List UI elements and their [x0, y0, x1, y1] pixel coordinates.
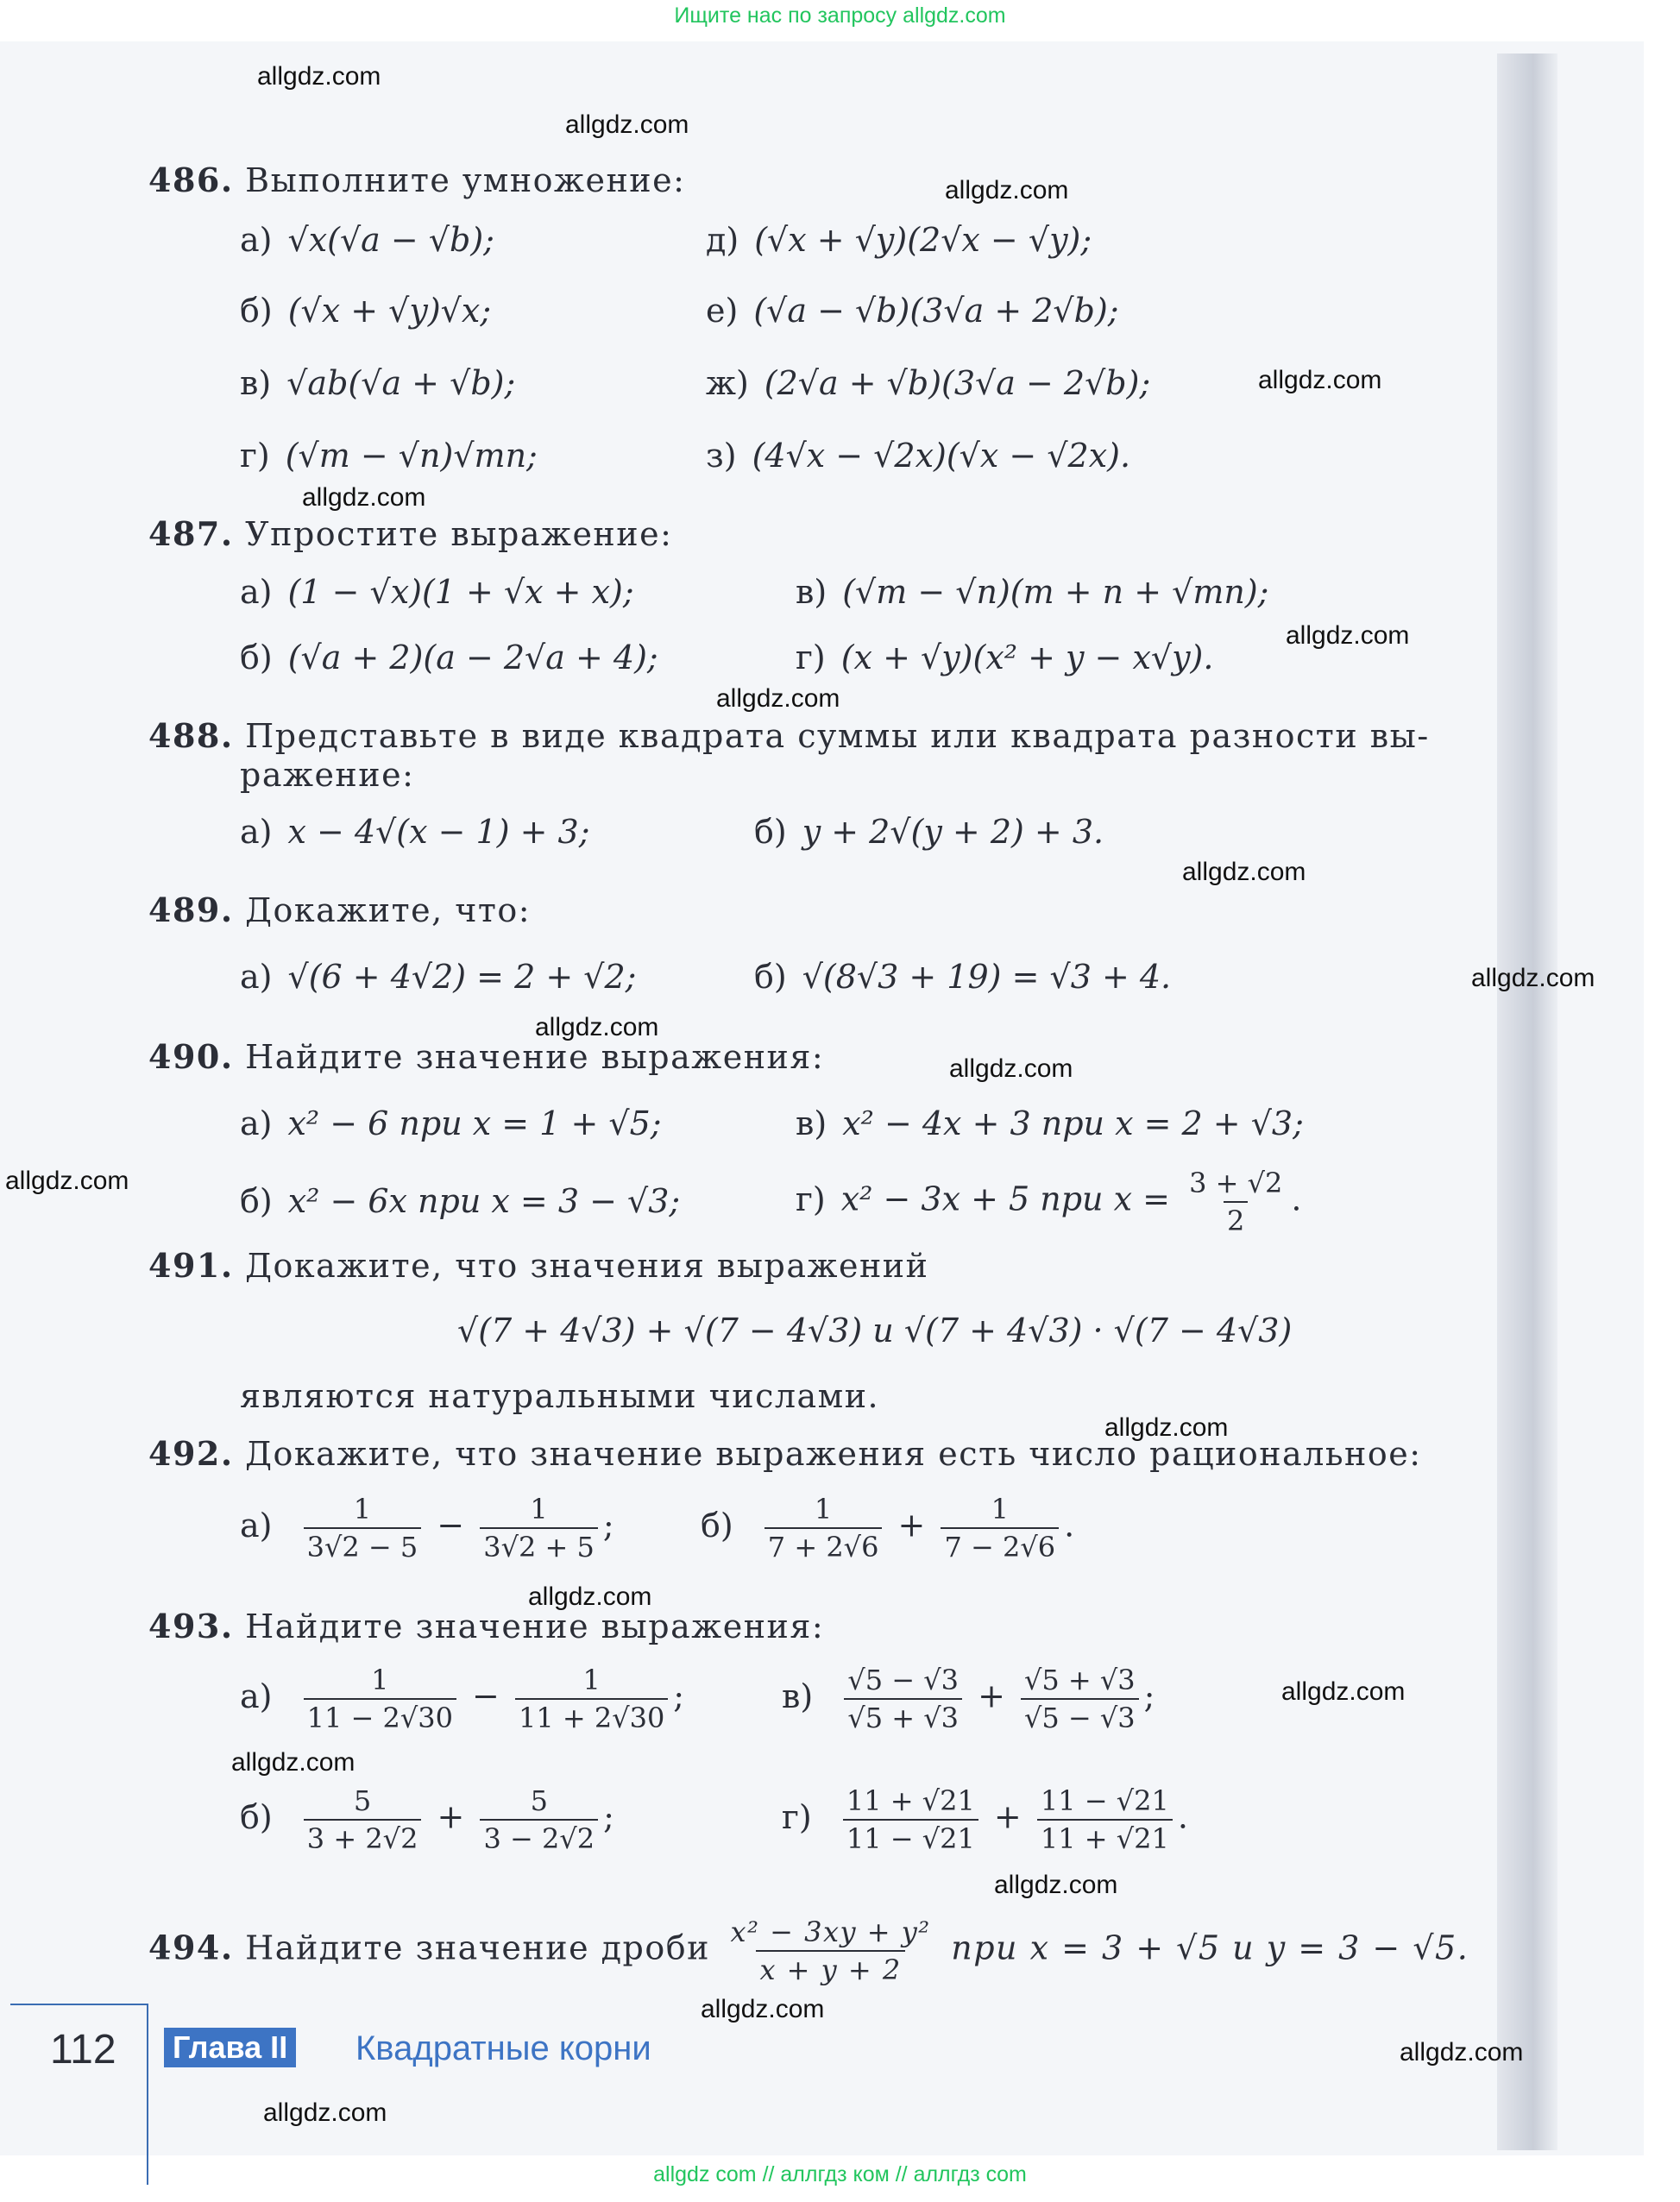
fraction-numerator: 11 + √21	[846, 1784, 975, 1817]
fraction-numerator: 1	[582, 1664, 601, 1696]
fraction-numerator: 1	[353, 1493, 372, 1526]
watermark: allgdz.com	[1258, 366, 1382, 394]
problem-number: 490.	[148, 1037, 234, 1076]
operator: +	[978, 1677, 1005, 1715]
fraction-numerator: 3 + √2	[1189, 1167, 1283, 1199]
fraction-denominator: 3√2 − 5	[304, 1527, 422, 1563]
punctuation: ;	[1143, 1677, 1155, 1715]
item-label: а)	[240, 1104, 273, 1142]
fraction	[764, 1493, 883, 1563]
problem-title: Найдите значение выражения:	[245, 1607, 825, 1645]
problem-title: Докажите, что значения выражений	[245, 1247, 929, 1285]
watermark: allgdz.com	[231, 1748, 356, 1777]
footer-rule-vertical	[147, 2004, 148, 2185]
item-expression: (√m − √n)(m + n + √mn);	[842, 573, 1269, 611]
page-edge-shadow	[1497, 53, 1557, 2150]
problem-490-v	[796, 1104, 1304, 1142]
fraction-denominator: 3 + 2√2	[304, 1819, 422, 1855]
item-expression: (√x + √y)√x;	[287, 292, 492, 330]
problem-493-b	[240, 1784, 614, 1855]
fraction-numerator: √5 + √3	[1024, 1664, 1136, 1696]
operator: +	[437, 1797, 465, 1836]
problem-486-zh	[706, 364, 1150, 402]
punctuation: ;	[603, 1797, 614, 1836]
punctuation: .	[1064, 1506, 1075, 1545]
problem-494-heading	[148, 1916, 1469, 1986]
fraction-denominator: 3 − 2√2	[480, 1819, 598, 1855]
item-expression: (2√a + √b)(3√a − 2√b);	[764, 364, 1151, 402]
problem-487-b	[240, 639, 658, 676]
item-label: б)	[754, 813, 787, 851]
watermark: allgdz.com	[1400, 2038, 1524, 2067]
item-label: а)	[240, 1677, 273, 1715]
problem-488-heading	[148, 716, 1430, 755]
watermark: allgdz.com	[1471, 964, 1595, 992]
item-label: ж)	[706, 364, 749, 402]
fraction-numerator: 1	[991, 1493, 1009, 1526]
fraction-numerator: x² − 3xy + y²	[730, 1916, 931, 1948]
item-label: в)	[782, 1677, 814, 1715]
problem-486-a	[240, 221, 494, 259]
fraction	[1021, 1664, 1139, 1734]
problem-title: Выполните умножение:	[245, 161, 686, 199]
problem-493-a	[240, 1664, 684, 1734]
problem-number: 487.	[148, 514, 234, 553]
problem-490-g	[796, 1167, 1301, 1237]
fraction	[304, 1493, 422, 1563]
problem-number: 488.	[148, 716, 234, 755]
item-expression: y + 2√(y + 2) + 3.	[802, 813, 1104, 851]
item-expression: (√a − √b)(3√a + 2√b);	[753, 292, 1119, 330]
item-label: в)	[796, 1104, 827, 1142]
fraction-denominator: √5 − √3	[1021, 1698, 1139, 1734]
fraction-denominator: 11 + √21	[1037, 1819, 1173, 1855]
watermark: allgdz.com	[994, 1871, 1118, 1899]
problem-490-heading	[148, 1037, 824, 1076]
problem-487-g	[796, 639, 1213, 676]
problem-493-g	[782, 1784, 1188, 1855]
problem-489-a	[240, 958, 636, 996]
fraction-denominator: 3√2 + 5	[480, 1527, 598, 1563]
problem-487-v	[796, 573, 1268, 611]
operator: +	[897, 1506, 926, 1545]
fraction	[515, 1664, 668, 1734]
watermark: allgdz.com	[528, 1582, 652, 1611]
item-label: в)	[796, 573, 827, 611]
problem-491-heading	[148, 1246, 928, 1285]
fraction	[843, 1784, 978, 1855]
problem-title: Найдите значение выражения:	[245, 1038, 825, 1076]
problem-493-heading	[148, 1607, 824, 1645]
item-expression: x² − 4x + 3 при x = 2 + √3;	[842, 1104, 1304, 1142]
watermark: allgdz.com	[716, 684, 840, 713]
page-number: 112	[50, 2027, 116, 2073]
item-expression: (√a + 2)(a − 2√a + 4);	[287, 639, 658, 676]
item-label: б)	[240, 1797, 273, 1836]
item-expression: x² − 3x + 5 при x =	[840, 1180, 1170, 1218]
watermark: allgdz.com	[1286, 621, 1410, 650]
item-label: а)	[240, 573, 273, 611]
problem-number: 492.	[148, 1434, 234, 1473]
footer-rule	[10, 2004, 147, 2005]
problem-489-heading	[148, 890, 531, 929]
watermark: allgdz.com	[1281, 1677, 1406, 1706]
problem-title: Упростите выражение:	[245, 515, 673, 553]
problem-492-heading	[148, 1434, 1422, 1473]
fraction-numerator: 11 − √21	[1040, 1784, 1169, 1817]
problem-490-b	[240, 1182, 680, 1220]
top-banner[interactable]: Ищите нас по запросу allgdz.com	[674, 3, 1006, 28]
item-label: г)	[796, 1180, 826, 1218]
watermark: allgdz.com	[5, 1167, 129, 1195]
fraction-denominator: √5 + √3	[844, 1698, 962, 1734]
problem-486-v	[240, 364, 515, 402]
problem-title: Найдите значение дроби	[245, 1928, 710, 1967]
problem-number: 493.	[148, 1607, 234, 1645]
problem-494-tail: при x = 3 + √5 и y = 3 − √5.	[951, 1928, 1469, 1967]
problem-489-b	[754, 958, 1171, 996]
problem-title: Докажите, что:	[245, 891, 532, 929]
fraction-denominator: x + y + 2	[756, 1950, 904, 1986]
fraction-numerator: 5	[530, 1784, 548, 1817]
fraction-numerator: 1	[814, 1493, 833, 1526]
item-label: г)	[782, 1797, 812, 1836]
item-label: в)	[240, 364, 272, 402]
problem-title: Представьте в виде квадрата суммы или квадрата разности вы-	[245, 717, 1430, 755]
chapter-title: Квадратные корни	[356, 2029, 651, 2067]
operator: −	[437, 1506, 465, 1545]
problem-488-b	[754, 813, 1104, 851]
watermark: allgdz.com	[701, 1995, 825, 2023]
watermark: allgdz.com	[565, 110, 689, 139]
problem-488-heading-cont: ражение:	[240, 756, 415, 794]
fraction	[304, 1784, 422, 1855]
problem-488-a	[240, 813, 590, 851]
watermark: allgdz.com	[302, 483, 426, 512]
problem-number: 491.	[148, 1246, 234, 1285]
punctuation: .	[1291, 1180, 1302, 1218]
fraction	[941, 1493, 1059, 1563]
fraction-denominator: 2	[1224, 1201, 1248, 1237]
operator: −	[472, 1677, 500, 1715]
fraction-numerator: √5 − √3	[847, 1664, 959, 1696]
fraction	[727, 1916, 934, 1986]
fraction	[844, 1664, 962, 1734]
problem-486-g	[240, 437, 538, 475]
item-label: б)	[240, 292, 273, 330]
item-label: а)	[240, 813, 273, 851]
watermark: allgdz.com	[1182, 858, 1306, 886]
item-label: а)	[240, 221, 273, 259]
item-label: е)	[706, 292, 739, 330]
fraction	[1037, 1784, 1173, 1855]
punctuation: .	[1177, 1797, 1188, 1836]
item-expression: √ab(√a + √b);	[286, 364, 516, 402]
item-label: а)	[240, 958, 273, 996]
watermark: allgdz.com	[945, 176, 1069, 204]
problem-490-a	[240, 1104, 662, 1142]
fraction-denominator: 11 − √21	[843, 1819, 978, 1855]
punctuation: ;	[602, 1506, 614, 1545]
item-expression: (√x + √y)(2√x − √y);	[754, 221, 1092, 259]
item-expression: x − 4√(x − 1) + 3;	[287, 813, 590, 851]
item-expression: √x(√a − √b);	[287, 221, 494, 259]
operator: +	[993, 1797, 1022, 1836]
watermark: allgdz.com	[263, 2098, 387, 2127]
item-expression: √(8√3 + 19) = √3 + 4.	[802, 958, 1172, 996]
item-expression: (x + √y)(x² + y − x√y).	[840, 639, 1214, 676]
item-label: г)	[796, 639, 826, 676]
item-label: а)	[240, 1506, 273, 1545]
fraction-denominator: 11 + 2√30	[515, 1698, 668, 1734]
problem-492-a	[240, 1493, 614, 1563]
bottom-banner[interactable]: allgdz com // аллгдз ком // аллгдз com	[653, 2162, 1027, 2186]
problem-487-a	[240, 573, 634, 611]
problem-title: Докажите, что значение выражения есть число рациональное:	[245, 1435, 1422, 1473]
item-label: д)	[706, 221, 739, 259]
fraction	[480, 1493, 598, 1563]
problem-486-e	[706, 292, 1119, 330]
punctuation: ;	[673, 1677, 685, 1715]
problem-491-tail: являются натуральными числами.	[240, 1377, 880, 1415]
watermark: allgdz.com	[535, 1013, 659, 1041]
item-label: б)	[701, 1506, 733, 1545]
problem-486-heading	[148, 160, 685, 199]
item-expression: (1 − √x)(1 + √x + x);	[287, 573, 634, 611]
problem-486-b	[240, 292, 491, 330]
problem-487-heading	[148, 514, 672, 553]
watermark: allgdz.com	[949, 1054, 1073, 1083]
item-label: г)	[240, 437, 270, 475]
problem-491-expressions: √(7 + 4√3) + √(7 − 4√3) и √(7 + 4√3) · √(7 − 4√3)	[457, 1312, 1293, 1350]
item-label: з)	[706, 437, 737, 475]
item-label: б)	[754, 958, 787, 996]
fraction-numerator: 1	[530, 1493, 548, 1526]
problem-number: 489.	[148, 890, 234, 929]
item-expression: x² − 6x при x = 3 − √3;	[287, 1182, 681, 1220]
item-expression: x² − 6 при x = 1 + √5;	[287, 1104, 662, 1142]
fraction	[1186, 1167, 1286, 1237]
item-expression: (√m − √n)√mn;	[285, 437, 538, 475]
fraction	[304, 1664, 456, 1734]
watermark: allgdz.com	[1104, 1413, 1229, 1442]
problem-number: 486.	[148, 160, 234, 199]
problem-493-v	[782, 1664, 1155, 1734]
fraction-denominator: 7 + 2√6	[764, 1527, 883, 1563]
fraction-numerator: 5	[353, 1784, 372, 1817]
problem-486-d	[706, 221, 1092, 259]
fraction-denominator: 7 − 2√6	[941, 1527, 1059, 1563]
item-label: б)	[240, 1182, 273, 1220]
problem-492-b	[701, 1493, 1074, 1563]
problem-486-z	[706, 437, 1130, 475]
problem-number: 494.	[148, 1928, 234, 1967]
fraction	[480, 1784, 598, 1855]
item-label: б)	[240, 639, 273, 676]
item-expression: (4√x − √2x)(√x − √2x).	[752, 437, 1131, 475]
chapter-badge: Глава II	[164, 2028, 296, 2067]
fraction-denominator: 11 − 2√30	[304, 1698, 456, 1734]
watermark: allgdz.com	[257, 62, 381, 91]
item-expression: √(6 + 4√2) = 2 + √2;	[287, 958, 637, 996]
fraction-numerator: 1	[371, 1664, 389, 1696]
